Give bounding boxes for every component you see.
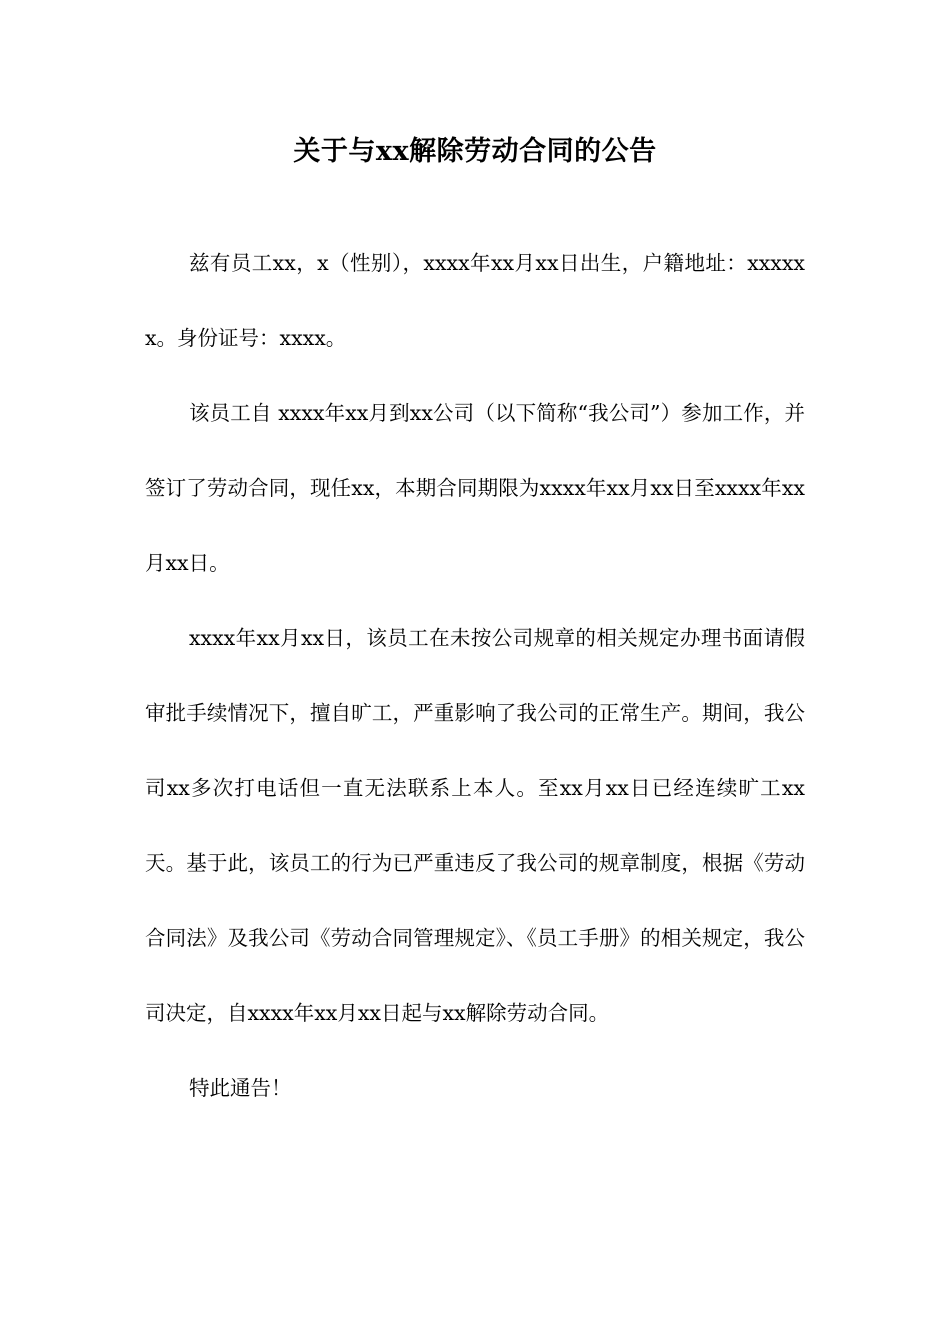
document-body	[145, 226, 805, 1126]
document-title: 关于与xx解除劳动合同的公告	[293, 136, 657, 167]
paragraph-termination-reason: xxxx年xx月xx日，该员工在未按公司规章的相关规定办理书面请假审批手续情况下，擅自旷工，严重影响了我公司的正常生产。期间，我公司xx多次打电话但一直无法联系上本人。至xx月xx日已经连续旷工xx天。基于此，该员工的行为已严重违反了我公司的规章制度，根据《劳动合同法》及我公司《劳动合同管理规定》、《员工手册》的相关规定，我公司决定，自xxxx年xx月xx日起与xx解除劳动合同。	[145, 626, 805, 1025]
paragraph-employment-contract: 该员工自 xxxx年xx月到xx公司（以下简称“我公司”）参加工作，并签订了劳动合同，现任xx，本期合同期限为xxxx年xx月xx日至xxxx年xx月xx日。	[145, 401, 805, 575]
paragraph-closing: 特此通告！	[189, 1076, 292, 1100]
paragraph-employee-info: 兹有员工xx，x（性别），xxxx年xx月xx日出生，户籍地址：xxxxxx。身份证号：xxxx。	[145, 251, 805, 350]
